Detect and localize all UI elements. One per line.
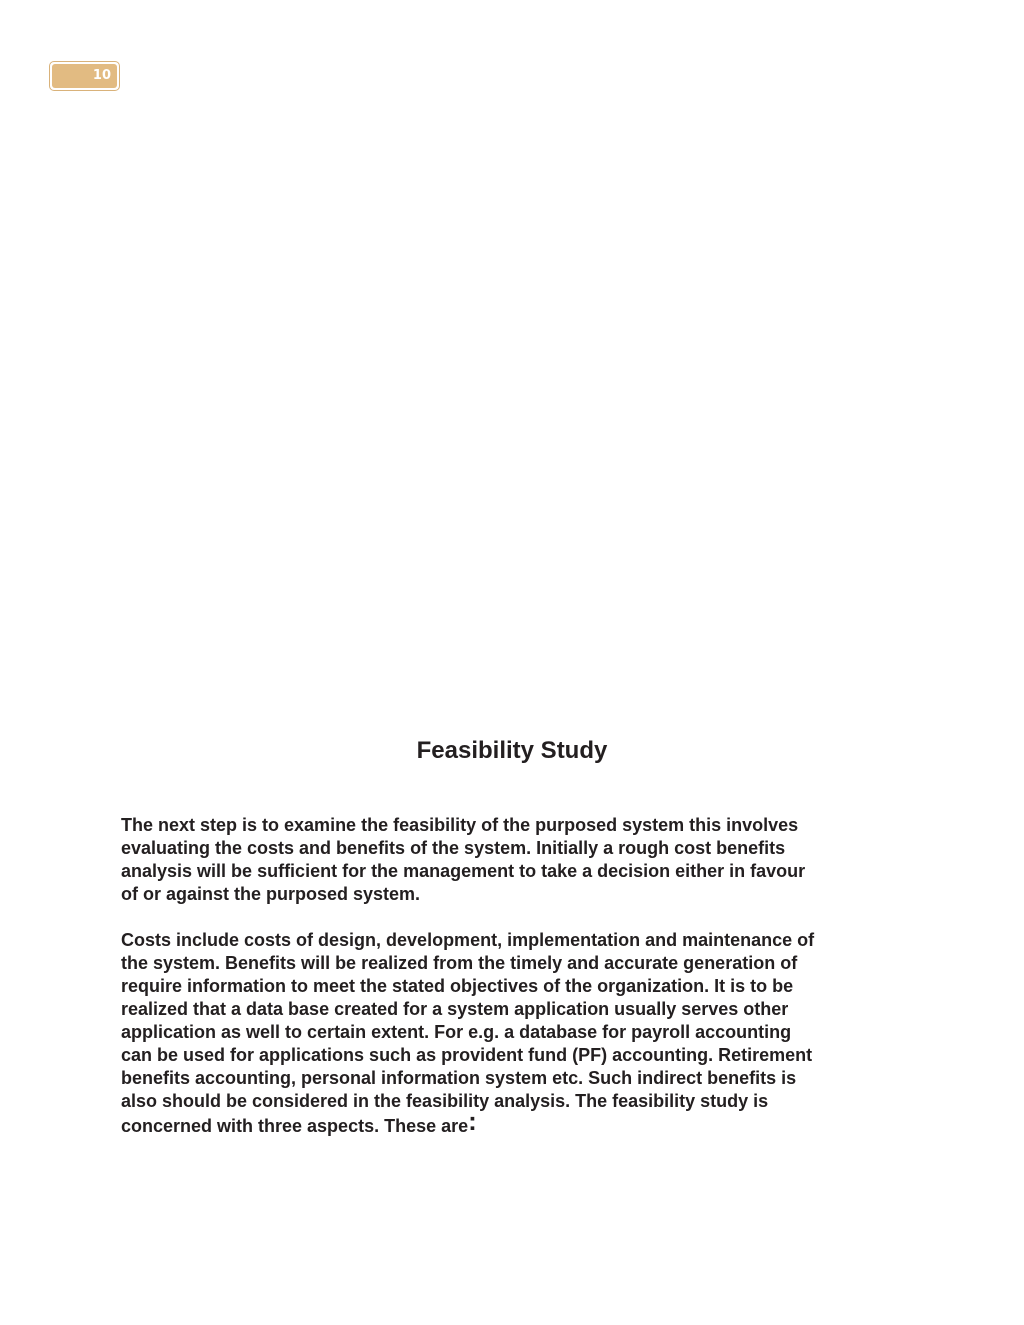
paragraph-last-line [121,1106,911,1138]
paragraph-line: The next step is to examine the feasibility of the purposed system this involves [121,815,799,835]
paragraph-line: also should be considered in the feasibility analysis. The feasibility study is [121,1091,769,1111]
page-number: 10 [52,64,117,88]
page-title: Feasibility Study [416,737,608,764]
paragraph-line: can be used for applications such as provident fund (PF) accounting. Retirement [121,1045,813,1065]
paragraph-2 [121,929,911,1138]
paragraph-line: analysis will be sufficient for the management to take a decision either in favour [121,861,806,881]
paragraph-line: Costs include costs of design, development, implementation and maintenance of [121,930,815,950]
paragraph-line: of or against the purposed system. [121,884,421,904]
trailing-colon: : [468,1106,477,1136]
paragraph-line: realized that a data base created for a system application usually serves other [121,999,789,1019]
paragraph-line: the system. Benefits will be realized from the timely and accurate generation of [121,953,798,973]
paragraph-line: evaluating the costs and benefits of the system. Initially a rough cost benefits [121,838,786,858]
paragraph-line: require information to meet the stated objectives of the organization. It is to be [121,976,794,996]
paragraph-line: benefits accounting, personal information system etc. Such indirect benefits is [121,1068,797,1088]
paragraph-line-text: concerned with three aspects. These are [121,1116,469,1136]
paragraph-1 [121,814,911,906]
paragraph-line: application as well to certain extent. For e.g. a database for payroll accounting [121,1022,792,1042]
page-number-badge [49,61,120,91]
